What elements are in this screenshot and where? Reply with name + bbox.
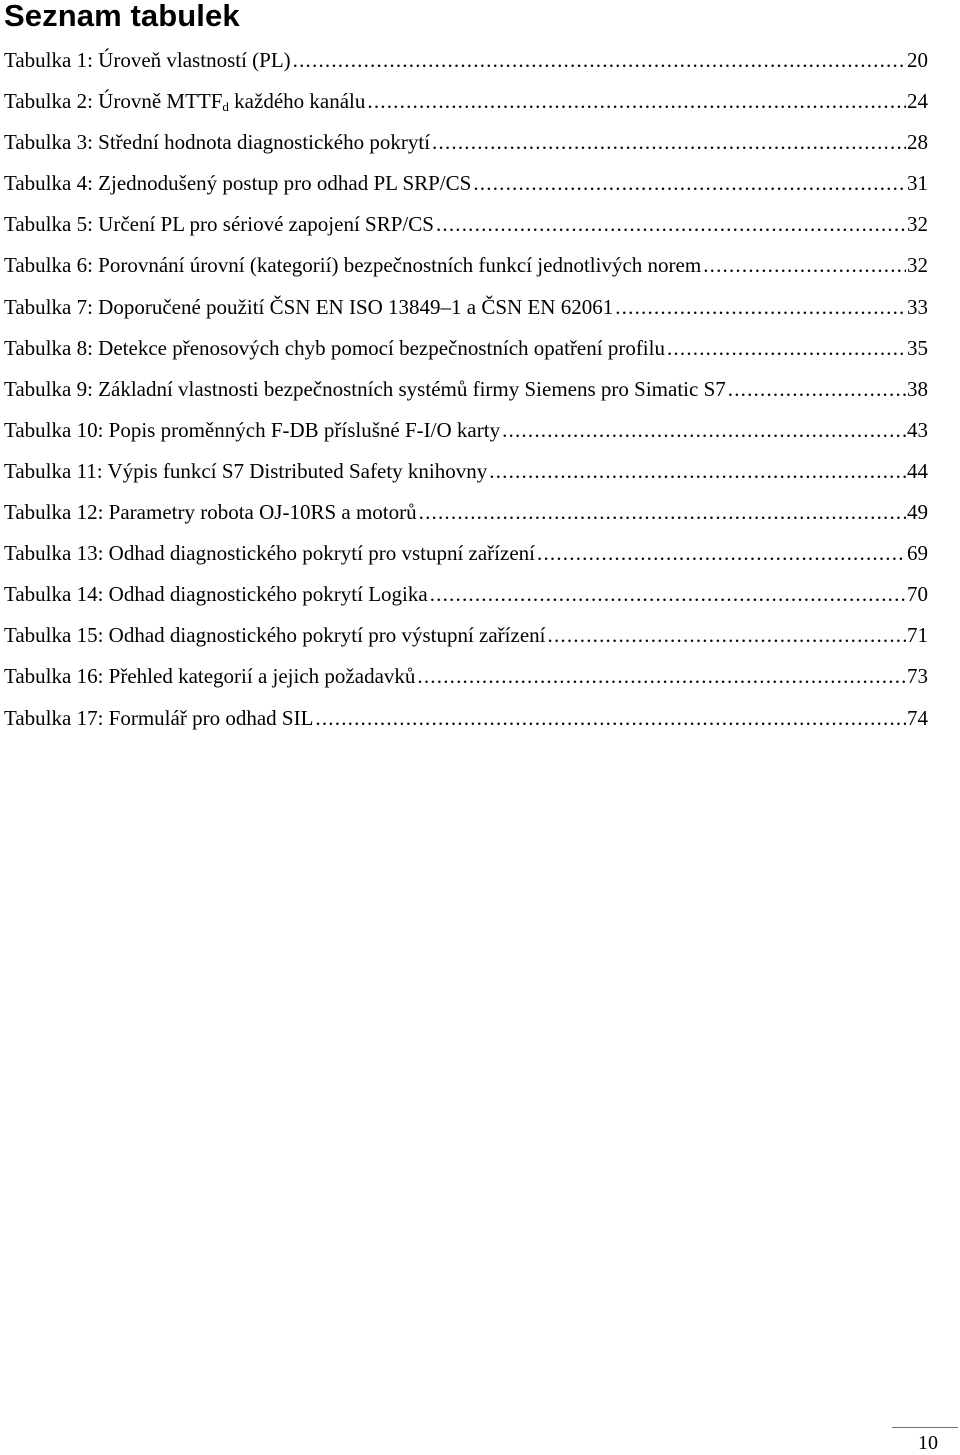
toc-entry-label-rest: každého kanálu (228, 89, 366, 114)
toc-entry-5[interactable] (4, 208, 928, 249)
toc-entry-page: 20 (907, 48, 928, 72)
toc-entry-1[interactable] (4, 44, 928, 85)
toc-entry-page: 69 (907, 541, 928, 566)
toc-entry-10[interactable] (4, 414, 928, 455)
toc-entry-label (4, 85, 365, 117)
toc-entry-label: Tabulka 3: Střední hodnota diagnostického pokrytí (4, 130, 431, 155)
dot-leader (728, 373, 906, 405)
toc-entry-15[interactable] (4, 619, 928, 660)
toc-entry-label: Tabulka 12: Parametry robota OJ-10RS a motorů (4, 500, 417, 525)
toc-entry-9[interactable] (4, 373, 928, 414)
toc-entry-page: 44 (907, 458, 928, 483)
toc-entry-12[interactable] (4, 496, 928, 537)
toc-entry-page: 74 (907, 705, 928, 730)
table-of-tables-list (4, 44, 928, 743)
toc-entry-label: Tabulka 6: Porovnání úrovní (kategorií) bezpečnostních funkcí jednotlivých norem (4, 253, 702, 278)
dot-leader (537, 537, 906, 569)
toc-entry-label-subscript: d (222, 99, 229, 115)
toc-entry-3[interactable] (4, 126, 928, 167)
toc-entry-label: Tabulka 13: Odhad diagnostického pokrytí pro vstupní zařízení (4, 541, 535, 566)
dot-leader (473, 167, 906, 199)
toc-entry-2[interactable] (4, 85, 928, 126)
toc-entry-label: Tabulka 16: Přehled kategorií a jejich požadavků (4, 664, 416, 689)
toc-entry-label: Tabulka 17: Formulář pro odhad SIL (4, 705, 314, 730)
dot-leader (417, 660, 906, 692)
dot-leader (548, 619, 907, 651)
toc-entry-page: 33 (907, 294, 928, 319)
toc-entry-14[interactable] (4, 578, 928, 619)
toc-entry-page: 49 (907, 500, 928, 525)
dot-leader (667, 332, 906, 364)
toc-entry-label: Tabulka 11: Výpis funkcí S7 Distributed Safety knihovny (4, 458, 488, 483)
dot-leader (703, 249, 906, 281)
dot-leader (419, 496, 906, 528)
toc-entry-label: Tabulka 4: Zjednodušený postup pro odhad PL SRP/CS (4, 171, 472, 196)
toc-entry-label: Tabulka 1: Úroveň vlastností (PL) (4, 48, 291, 72)
dot-leader (489, 455, 906, 487)
dot-leader (430, 578, 906, 610)
toc-entry-6[interactable] (4, 249, 928, 290)
page-number: 10 (918, 1432, 938, 1454)
dot-leader (615, 291, 906, 323)
toc-entry-page: 73 (907, 664, 928, 689)
toc-entry-13[interactable] (4, 537, 928, 578)
dot-leader (367, 85, 906, 117)
dot-leader (432, 126, 906, 158)
toc-entry-label: Tabulka 10: Popis proměnných F-DB příslušné F-I/O karty (4, 417, 501, 442)
toc-entry-label: Tabulka 8: Detekce přenosových chyb pomocí bezpečnostních opatření profilu (4, 335, 665, 360)
toc-entry-page: 24 (907, 89, 928, 114)
toc-entry-label: Tabulka 5: Určení PL pro sériové zapojení SRP/CS (4, 212, 434, 237)
toc-entry-page: 35 (907, 335, 928, 360)
toc-entry-4[interactable] (4, 167, 928, 208)
toc-entry-page: 28 (907, 130, 928, 155)
footer-divider (892, 1427, 958, 1428)
toc-entry-11[interactable] (4, 455, 928, 496)
dot-leader (436, 208, 906, 240)
toc-entry-8[interactable] (4, 332, 928, 373)
toc-entry-page: 38 (907, 376, 928, 401)
toc-entry-page: 70 (907, 582, 928, 607)
toc-entry-page: 43 (907, 417, 928, 442)
toc-entry-page: 31 (907, 171, 928, 196)
toc-entry-label-main: Tabulka 2: Úrovně MTTF (4, 89, 223, 114)
toc-entry-7[interactable] (4, 291, 928, 332)
toc-entry-label: Tabulka 14: Odhad diagnostického pokrytí Logika (4, 582, 428, 607)
toc-entry-label: Tabulka 15: Odhad diagnostického pokrytí pro výstupní zařízení (4, 623, 546, 648)
page-title: Seznam tabulek (4, 0, 240, 33)
toc-entry-17[interactable] (4, 702, 928, 743)
toc-entry-page: 71 (907, 623, 928, 648)
dot-leader (315, 702, 906, 734)
dot-leader (293, 44, 906, 76)
toc-entry-page: 32 (907, 253, 928, 278)
toc-entry-page: 32 (907, 212, 928, 237)
toc-entry-label: Tabulka 7: Doporučené použití ČSN EN ISO 13849–1 a ČSN EN 62061 (4, 294, 614, 319)
toc-entry-label: Tabulka 9: Základní vlastnosti bezpečnostních systémů firmy Siemens pro Simatic S7 (4, 376, 726, 401)
toc-entry-16[interactable] (4, 660, 928, 701)
dot-leader (502, 414, 906, 446)
